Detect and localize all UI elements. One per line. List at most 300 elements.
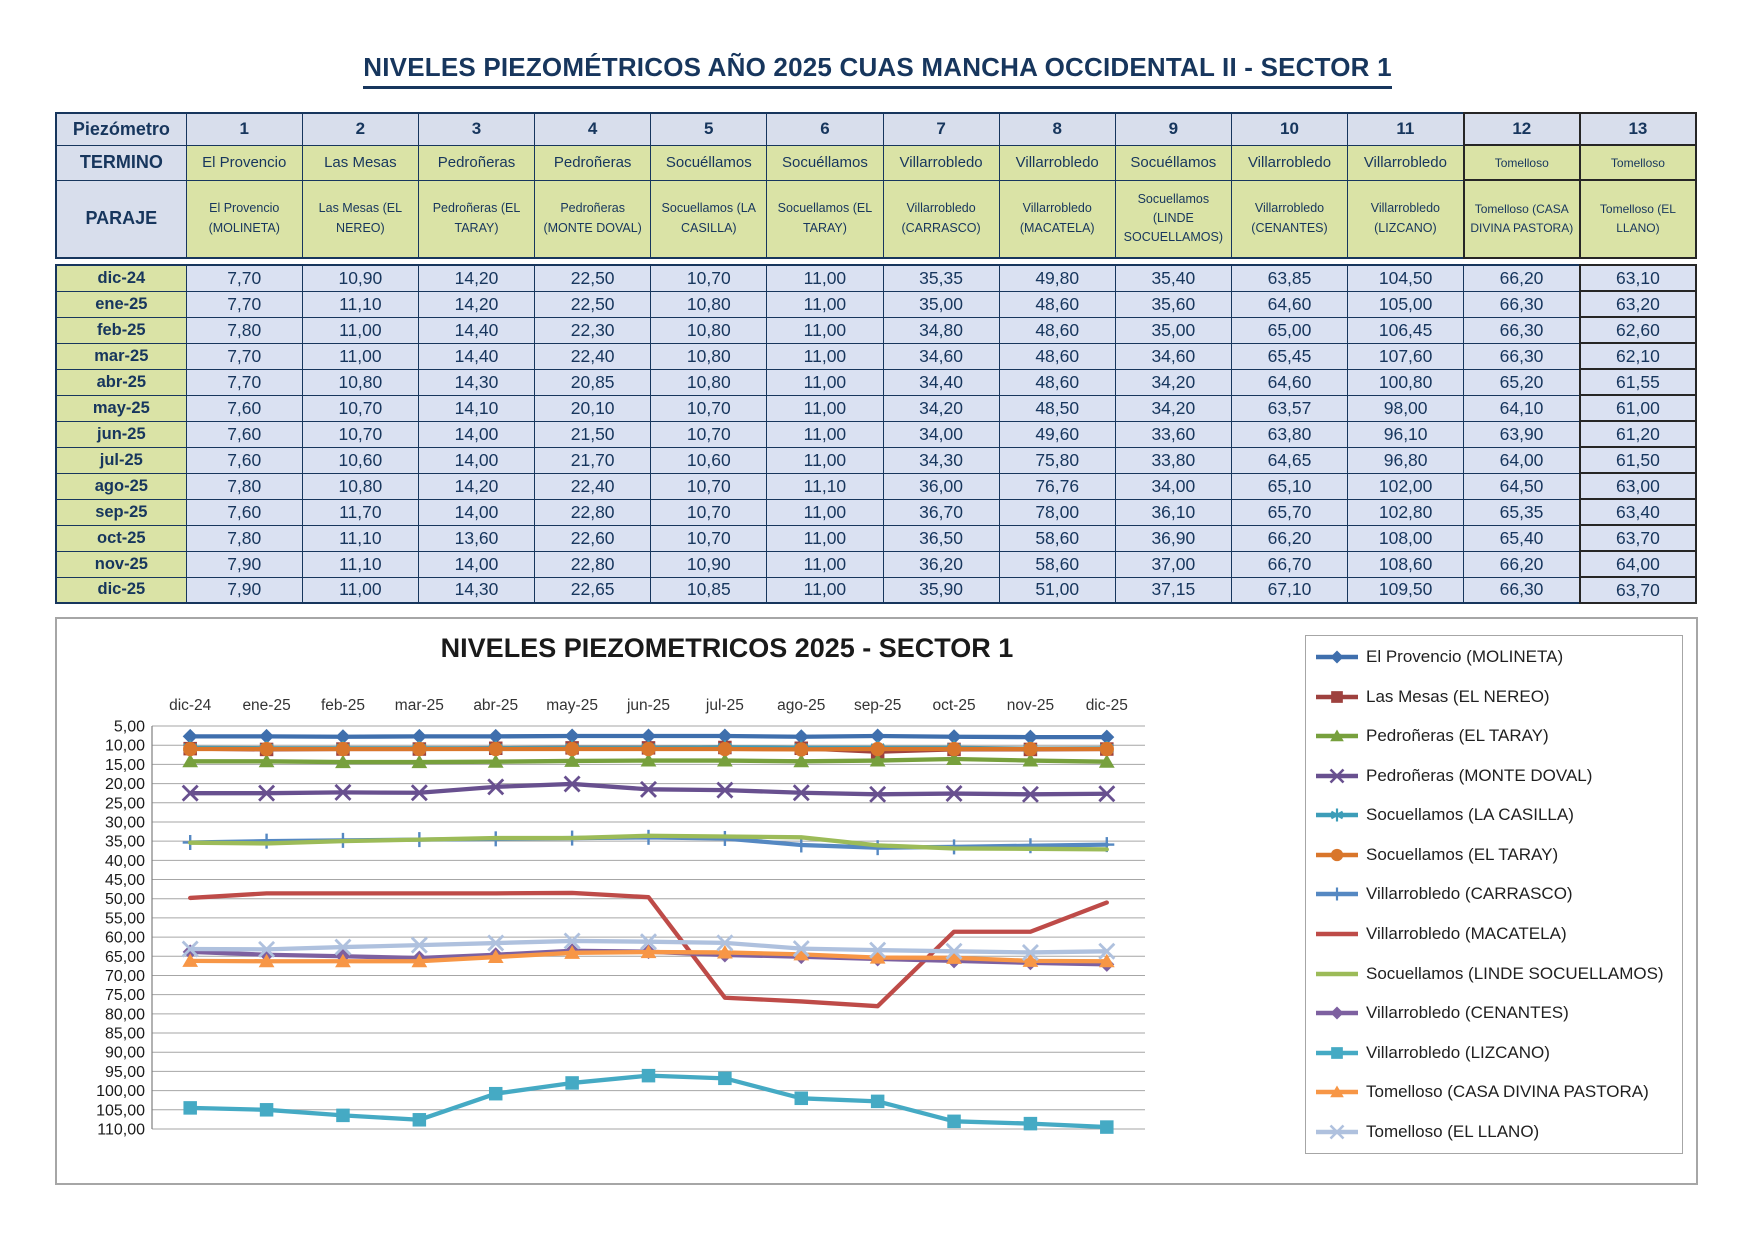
value-cell: 11,00 — [302, 317, 418, 343]
value-cell: 102,00 — [1348, 473, 1464, 499]
legend-label: Villarrobledo (LIZCANO) — [1366, 1042, 1550, 1062]
value-cell: 10,90 — [651, 551, 767, 577]
legend-label: Socuellamos (LA CASILLA) — [1366, 805, 1574, 825]
y-tick-label: 10,00 — [104, 737, 145, 755]
value-cell: 20,85 — [535, 369, 651, 395]
termino-cell: Tomelloso — [1464, 145, 1580, 180]
value-cell: 14,20 — [418, 265, 534, 291]
value-cell: 14,00 — [418, 421, 534, 447]
value-cell: 34,20 — [883, 395, 999, 421]
paraje-cell: Pedroñeras (MONTE DOVAL) — [535, 180, 651, 258]
value-cell: 66,20 — [1464, 265, 1580, 291]
value-cell: 14,00 — [418, 551, 534, 577]
value-cell: 7,60 — [186, 395, 302, 421]
y-tick-label: 15,00 — [104, 756, 145, 774]
piezometer-number: 2 — [302, 113, 418, 145]
value-cell: 34,00 — [883, 421, 999, 447]
x-tick-label: abr-25 — [473, 697, 519, 714]
value-cell: 22,65 — [535, 577, 651, 603]
value-cell: 10,70 — [651, 525, 767, 551]
value-cell: 65,35 — [1464, 499, 1580, 525]
y-tick-label: 65,00 — [104, 948, 145, 966]
table-row — [56, 265, 1696, 291]
value-cell: 14,00 — [418, 499, 534, 525]
value-cell: 11,00 — [767, 317, 883, 343]
legend-label: Villarrobledo (CARRASCO) — [1366, 884, 1573, 904]
value-cell: 66,30 — [1464, 291, 1580, 317]
month-cell: dic-25 — [56, 577, 186, 603]
month-cell: mar-25 — [56, 343, 186, 369]
chart-legend — [1305, 635, 1683, 1154]
termino-cell: Villarrobledo — [1231, 145, 1347, 180]
value-cell: 35,40 — [1115, 265, 1231, 291]
value-cell: 20,10 — [535, 395, 651, 421]
value-cell: 62,60 — [1580, 317, 1696, 343]
x-tick-label: mar-25 — [394, 697, 444, 714]
legend-item — [1314, 1120, 1682, 1144]
value-cell: 63,70 — [1580, 577, 1696, 603]
legend-label: Tomelloso (CASA DIVINA PASTORA) — [1366, 1082, 1649, 1102]
value-cell: 21,50 — [535, 421, 651, 447]
value-cell: 108,60 — [1348, 551, 1464, 577]
month-cell: abr-25 — [56, 369, 186, 395]
value-cell: 61,50 — [1580, 447, 1696, 473]
value-cell: 35,60 — [1115, 291, 1231, 317]
value-cell: 7,80 — [186, 473, 302, 499]
value-cell: 14,40 — [418, 343, 534, 369]
value-cell: 14,30 — [418, 369, 534, 395]
piezometer-number: 13 — [1580, 113, 1696, 145]
legend-item — [1314, 724, 1682, 748]
paraje-cell: Villarrobledo (CENANTES) — [1231, 180, 1347, 258]
value-cell: 104,50 — [1348, 265, 1464, 291]
legend-marker-icon — [1314, 843, 1360, 867]
x-tick-label: feb-25 — [320, 697, 365, 714]
value-cell: 65,70 — [1231, 499, 1347, 525]
table-row — [56, 551, 1696, 577]
page-title — [0, 52, 1755, 89]
value-cell: 63,57 — [1231, 395, 1347, 421]
table-row — [56, 421, 1696, 447]
value-cell: 66,20 — [1464, 551, 1580, 577]
y-tick-label: 30,00 — [104, 814, 145, 832]
paraje-cell: Socuellamos (LINDE SOCUELLAMOS) — [1115, 180, 1231, 258]
value-cell: 67,10 — [1231, 577, 1347, 603]
termino-cell: Socuéllamos — [651, 145, 767, 180]
value-cell: 10,70 — [651, 265, 767, 291]
table-row — [56, 499, 1696, 525]
value-cell: 22,40 — [535, 343, 651, 369]
x-tick-label: may-25 — [546, 697, 598, 714]
value-cell: 10,60 — [651, 447, 767, 473]
value-cell: 14,10 — [418, 395, 534, 421]
value-cell: 106,45 — [1348, 317, 1464, 343]
legend-marker-icon — [1314, 962, 1360, 986]
value-cell: 58,60 — [999, 551, 1115, 577]
piezometer-number: 1 — [186, 113, 302, 145]
value-cell: 7,60 — [186, 447, 302, 473]
value-cell: 66,20 — [1231, 525, 1347, 551]
legend-label: Villarrobledo (MACATELA) — [1366, 924, 1567, 944]
value-cell: 35,90 — [883, 577, 999, 603]
value-cell: 7,60 — [186, 499, 302, 525]
legend-item — [1314, 685, 1682, 709]
y-tick-label: 45,00 — [104, 872, 145, 890]
value-cell: 48,60 — [999, 343, 1115, 369]
page-title-text: NIVELES PIEZOMÉTRICOS AÑO 2025 CUAS MANCHA OCCIDENTAL II - SECTOR 1 — [363, 52, 1392, 89]
legend-marker-icon — [1314, 685, 1360, 709]
value-cell: 78,00 — [999, 499, 1115, 525]
legend-marker-icon — [1314, 724, 1360, 748]
legend-marker-icon — [1314, 803, 1360, 827]
value-cell: 35,00 — [883, 291, 999, 317]
paraje-cell: Tomelloso (CASA DIVINA PASTORA) — [1464, 180, 1580, 258]
piezometer-number: 8 — [999, 113, 1115, 145]
value-cell: 11,00 — [767, 577, 883, 603]
legend-item — [1314, 962, 1682, 986]
value-cell: 10,90 — [302, 265, 418, 291]
piezometer-number: 9 — [1115, 113, 1231, 145]
value-cell: 10,85 — [651, 577, 767, 603]
value-cell: 75,80 — [999, 447, 1115, 473]
value-cell: 96,10 — [1348, 421, 1464, 447]
value-cell: 63,00 — [1580, 473, 1696, 499]
x-tick-label: oct-25 — [932, 697, 976, 714]
legend-label: Las Mesas (EL NEREO) — [1366, 686, 1550, 706]
value-cell: 14,40 — [418, 317, 534, 343]
value-cell: 66,30 — [1464, 317, 1580, 343]
value-cell: 10,80 — [302, 473, 418, 499]
y-tick-label: 5,00 — [113, 718, 145, 736]
value-cell: 22,30 — [535, 317, 651, 343]
termino-cell: Las Mesas — [302, 145, 418, 180]
y-tick-label: 60,00 — [104, 929, 145, 947]
month-cell: ago-25 — [56, 473, 186, 499]
termino-cell: El Provencio — [186, 145, 302, 180]
value-cell: 11,10 — [302, 291, 418, 317]
legend-item — [1314, 1080, 1682, 1104]
paraje-cell: Socuellamos (LA CASILLA) — [651, 180, 767, 258]
month-cell: may-25 — [56, 395, 186, 421]
value-cell: 48,50 — [999, 395, 1115, 421]
value-cell: 11,00 — [302, 343, 418, 369]
value-cell: 35,00 — [1115, 317, 1231, 343]
value-cell: 11,10 — [302, 551, 418, 577]
value-cell: 36,10 — [1115, 499, 1231, 525]
value-cell: 33,80 — [1115, 447, 1231, 473]
piezometer-number: 11 — [1348, 113, 1464, 145]
value-cell: 58,60 — [999, 525, 1115, 551]
value-cell: 98,00 — [1348, 395, 1464, 421]
value-cell: 61,20 — [1580, 421, 1696, 447]
value-cell: 11,00 — [767, 421, 883, 447]
value-cell: 36,50 — [883, 525, 999, 551]
value-cell: 10,70 — [302, 421, 418, 447]
value-cell: 14,20 — [418, 473, 534, 499]
value-cell: 7,70 — [186, 369, 302, 395]
value-cell: 10,70 — [651, 421, 767, 447]
x-tick-label: nov-25 — [1006, 697, 1055, 714]
value-cell: 33,60 — [1115, 421, 1231, 447]
value-cell: 63,40 — [1580, 499, 1696, 525]
paraje-cell: Tomelloso (EL LLANO) — [1580, 180, 1696, 258]
paraje-cell: El Provencio (MOLINETA) — [186, 180, 302, 258]
value-cell: 14,20 — [418, 291, 534, 317]
y-tick-label: 75,00 — [104, 987, 145, 1005]
value-cell: 22,50 — [535, 265, 651, 291]
paraje-cell: Villarrobledo (CARRASCO) — [883, 180, 999, 258]
legend-item — [1314, 1001, 1682, 1025]
value-cell: 102,80 — [1348, 499, 1464, 525]
value-cell: 49,60 — [999, 421, 1115, 447]
value-cell: 49,80 — [999, 265, 1115, 291]
value-cell: 22,80 — [535, 499, 651, 525]
value-cell: 64,10 — [1464, 395, 1580, 421]
value-cell: 7,80 — [186, 525, 302, 551]
paraje-row-label: PARAJE — [56, 180, 186, 258]
value-cell: 7,80 — [186, 317, 302, 343]
x-tick-label: dic-24 — [169, 697, 212, 714]
value-cell: 7,90 — [186, 551, 302, 577]
value-cell: 64,50 — [1464, 473, 1580, 499]
y-tick-label: 80,00 — [104, 1006, 145, 1024]
legend-item — [1314, 1041, 1682, 1065]
y-tick-label: 35,00 — [104, 833, 145, 851]
value-cell: 13,60 — [418, 525, 534, 551]
termino-cell: Tomelloso — [1580, 145, 1696, 180]
value-cell: 36,70 — [883, 499, 999, 525]
legend-item — [1314, 764, 1682, 788]
value-cell: 66,30 — [1464, 343, 1580, 369]
paraje-cell: Las Mesas (EL NEREO) — [302, 180, 418, 258]
legend-label: Tomelloso (EL LLANO) — [1366, 1121, 1540, 1141]
month-cell: sep-25 — [56, 499, 186, 525]
value-cell: 66,30 — [1464, 577, 1580, 603]
value-cell: 7,70 — [186, 291, 302, 317]
termino-cell: Pedroñeras — [418, 145, 534, 180]
paraje-cell: Socuellamos (EL TARAY) — [767, 180, 883, 258]
value-cell: 34,60 — [1115, 343, 1231, 369]
x-tick-label: ene-25 — [242, 697, 291, 714]
value-cell: 34,20 — [1115, 369, 1231, 395]
value-cell: 10,80 — [651, 369, 767, 395]
value-cell: 48,60 — [999, 369, 1115, 395]
legend-label: Socuellamos (EL TARAY) — [1366, 844, 1559, 864]
value-cell: 66,70 — [1231, 551, 1347, 577]
legend-item — [1314, 882, 1682, 906]
month-cell: ene-25 — [56, 291, 186, 317]
x-tick-label: ago-25 — [777, 697, 826, 714]
value-cell: 11,70 — [302, 499, 418, 525]
y-tick-label: 55,00 — [104, 910, 145, 928]
value-cell: 10,70 — [651, 395, 767, 421]
value-cell: 107,60 — [1348, 343, 1464, 369]
value-cell: 11,00 — [767, 291, 883, 317]
legend-label: Villarrobledo (CENANTES) — [1366, 1003, 1569, 1023]
legend-item — [1314, 645, 1682, 669]
y-tick-label: 25,00 — [104, 795, 145, 813]
value-cell: 11,00 — [767, 525, 883, 551]
termino-cell: Socuéllamos — [1115, 145, 1231, 180]
value-cell: 22,80 — [535, 551, 651, 577]
chart — [55, 617, 1698, 1185]
table-row — [56, 473, 1696, 499]
value-cell: 63,80 — [1231, 421, 1347, 447]
piezometer-number: 7 — [883, 113, 999, 145]
value-cell: 65,00 — [1231, 317, 1347, 343]
legend-label: Pedroñeras (MONTE DOVAL) — [1366, 765, 1593, 785]
value-cell: 7,90 — [186, 577, 302, 603]
value-cell: 63,20 — [1580, 291, 1696, 317]
legend-marker-icon — [1314, 1080, 1360, 1104]
y-tick-label: 20,00 — [104, 776, 145, 794]
y-tick-label: 90,00 — [104, 1044, 145, 1062]
table-row — [56, 577, 1696, 603]
piezometer-number: 4 — [535, 113, 651, 145]
value-cell: 11,00 — [767, 343, 883, 369]
value-cell: 65,20 — [1464, 369, 1580, 395]
paraje-cell: Villarrobledo (MACATELA) — [999, 180, 1115, 258]
value-cell: 10,70 — [651, 473, 767, 499]
value-cell: 11,00 — [767, 369, 883, 395]
value-cell: 62,10 — [1580, 343, 1696, 369]
table-row — [56, 525, 1696, 551]
value-cell: 11,00 — [767, 395, 883, 421]
table-row — [56, 343, 1696, 369]
value-cell: 7,70 — [186, 343, 302, 369]
y-tick-label: 70,00 — [104, 967, 145, 985]
table-row — [56, 395, 1696, 421]
value-cell: 105,00 — [1348, 291, 1464, 317]
value-cell: 76,76 — [999, 473, 1115, 499]
value-cell: 11,00 — [767, 499, 883, 525]
y-tick-label: 50,00 — [104, 891, 145, 909]
value-cell: 22,50 — [535, 291, 651, 317]
piezometro-corner-label: Piezómetro — [56, 113, 186, 145]
value-cell: 96,80 — [1348, 447, 1464, 473]
legend-label: Pedroñeras (EL TARAY) — [1366, 726, 1549, 746]
piezometer-header-table — [55, 112, 1697, 259]
legend-marker-icon — [1314, 922, 1360, 946]
value-cell: 11,00 — [767, 551, 883, 577]
series-line — [190, 1076, 1107, 1127]
value-cell: 64,00 — [1464, 447, 1580, 473]
x-tick-label: dic-25 — [1085, 697, 1128, 714]
value-cell: 7,70 — [186, 265, 302, 291]
legend-item — [1314, 922, 1682, 946]
y-tick-label: 40,00 — [104, 852, 145, 870]
termino-cell: Villarrobledo — [883, 145, 999, 180]
table-row — [56, 447, 1696, 473]
month-cell: feb-25 — [56, 317, 186, 343]
value-cell: 22,40 — [535, 473, 651, 499]
value-cell: 63,10 — [1580, 265, 1696, 291]
y-tick-label: 110,00 — [97, 1121, 145, 1139]
value-cell: 34,30 — [883, 447, 999, 473]
value-cell: 10,80 — [302, 369, 418, 395]
y-tick-label: 105,00 — [96, 1102, 145, 1120]
value-cell: 10,80 — [651, 343, 767, 369]
value-cell: 22,60 — [535, 525, 651, 551]
value-cell: 10,70 — [302, 395, 418, 421]
piezometer-number: 5 — [651, 113, 767, 145]
month-cell: nov-25 — [56, 551, 186, 577]
legend-item — [1314, 803, 1682, 827]
value-cell: 34,40 — [883, 369, 999, 395]
piezometer-number: 6 — [767, 113, 883, 145]
legend-marker-icon — [1314, 645, 1360, 669]
value-cell: 64,60 — [1231, 369, 1347, 395]
value-cell: 34,20 — [1115, 395, 1231, 421]
value-cell: 63,85 — [1231, 265, 1347, 291]
y-tick-label: 95,00 — [104, 1063, 145, 1081]
piezometer-data-table — [55, 264, 1697, 604]
value-cell: 35,35 — [883, 265, 999, 291]
termino-cell: Pedroñeras — [535, 145, 651, 180]
value-cell: 21,70 — [535, 447, 651, 473]
legend-item — [1314, 843, 1682, 867]
value-cell: 61,00 — [1580, 395, 1696, 421]
table-row — [56, 369, 1696, 395]
x-tick-label: jun-25 — [626, 697, 671, 714]
y-tick-label: 85,00 — [104, 1025, 145, 1043]
chart-title: NIVELES PIEZOMETRICOS 2025 - SECTOR 1 — [440, 633, 1014, 663]
value-cell: 10,60 — [302, 447, 418, 473]
value-cell: 34,80 — [883, 317, 999, 343]
value-cell: 11,00 — [767, 447, 883, 473]
month-cell: dic-24 — [56, 265, 186, 291]
value-cell: 48,60 — [999, 291, 1115, 317]
value-cell: 10,70 — [651, 499, 767, 525]
termino-cell: Villarrobledo — [1348, 145, 1464, 180]
termino-cell: Villarrobledo — [999, 145, 1115, 180]
value-cell: 64,65 — [1231, 447, 1347, 473]
value-cell: 63,70 — [1580, 525, 1696, 551]
value-cell: 61,55 — [1580, 369, 1696, 395]
legend-marker-icon — [1314, 1001, 1360, 1025]
value-cell: 109,50 — [1348, 577, 1464, 603]
piezometer-number: 12 — [1464, 113, 1580, 145]
y-tick-label: 100,00 — [96, 1083, 145, 1101]
paraje-cell: Pedroñeras (EL TARAY) — [418, 180, 534, 258]
chart-plot-area — [57, 619, 1302, 1181]
piezometer-number: 3 — [418, 113, 534, 145]
value-cell: 36,00 — [883, 473, 999, 499]
value-cell: 11,00 — [302, 577, 418, 603]
legend-marker-icon — [1314, 1041, 1360, 1065]
legend-label: El Provencio (MOLINETA) — [1366, 647, 1564, 666]
value-cell: 64,60 — [1231, 291, 1347, 317]
value-cell: 10,80 — [651, 317, 767, 343]
value-cell: 65,45 — [1231, 343, 1347, 369]
piezometer-number: 10 — [1231, 113, 1347, 145]
legend-marker-icon — [1314, 764, 1360, 788]
table-row — [56, 317, 1696, 343]
value-cell: 10,80 — [651, 291, 767, 317]
value-cell: 64,00 — [1580, 551, 1696, 577]
value-cell: 37,00 — [1115, 551, 1231, 577]
x-tick-label: jul-25 — [705, 697, 744, 714]
value-cell: 108,00 — [1348, 525, 1464, 551]
value-cell: 34,00 — [1115, 473, 1231, 499]
value-cell: 11,10 — [767, 473, 883, 499]
value-cell: 11,00 — [767, 265, 883, 291]
month-cell: oct-25 — [56, 525, 186, 551]
value-cell: 7,60 — [186, 421, 302, 447]
value-cell: 34,60 — [883, 343, 999, 369]
value-cell: 11,10 — [302, 525, 418, 551]
value-cell: 63,90 — [1464, 421, 1580, 447]
